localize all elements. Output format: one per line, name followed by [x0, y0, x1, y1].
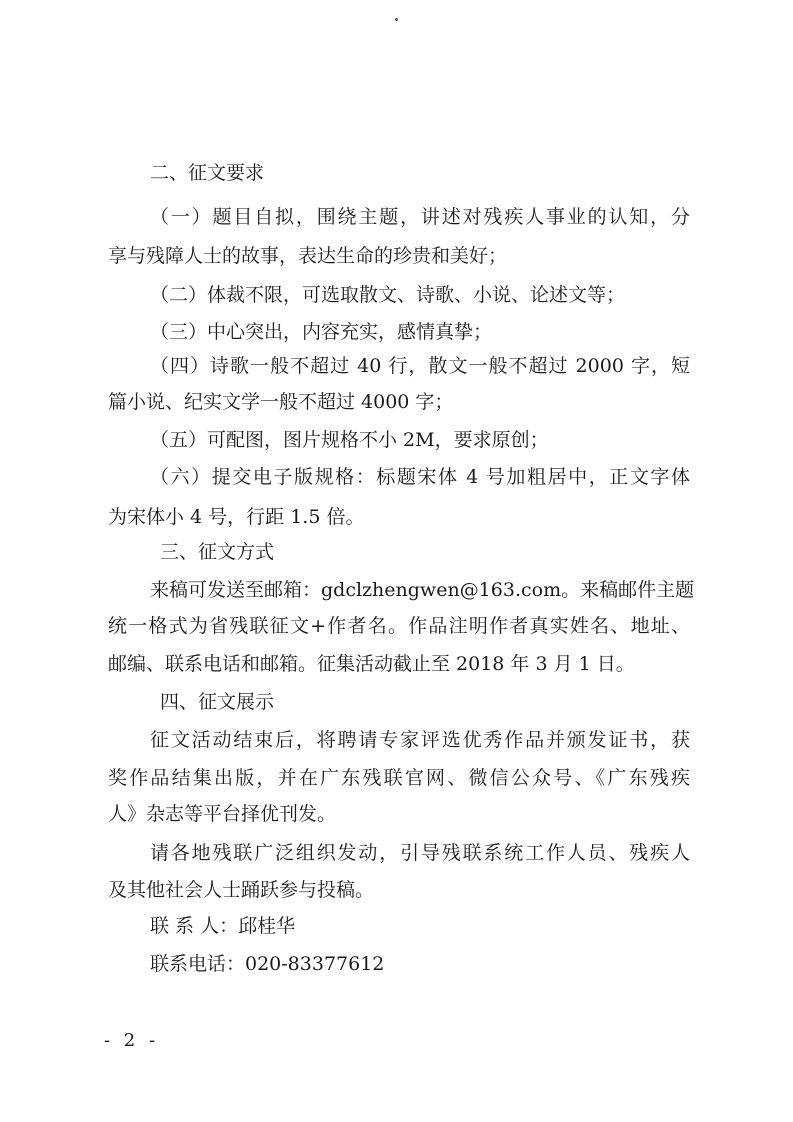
- paragraph-line: 请各地残联广泛组织发动，引导残联系统工作人员、残疾人: [150, 842, 690, 864]
- contact-person: 联 系 人：邱桂华: [150, 915, 296, 937]
- paragraph-line: （六）提交电子版规格：标题宋体 4 号加粗居中，正文字体: [150, 466, 690, 488]
- paragraph-line: 享与残障人士的故事，表达生命的珍贵和美好；: [108, 245, 508, 267]
- paragraph-line: 来稿可发送至邮箱：gdclzhengwen@163.com。来稿邮件主题: [150, 579, 695, 601]
- section-heading-requirements: 二、征文要求: [150, 162, 265, 184]
- paragraph-line: 篇小说、纪实文学一般不超过 4000 字；: [108, 391, 454, 413]
- page-number: - 2 -: [104, 1030, 160, 1051]
- paragraph-line: 人》杂志等平台择优刊发。: [108, 803, 337, 825]
- scan-speck: [395, 18, 398, 21]
- contact-phone: 联系电话：020-83377612: [150, 953, 385, 975]
- section-heading-method: 三、征文方式: [160, 541, 275, 563]
- paragraph-line: 统一格式为省残联征文+作者名。作品注明作者真实姓名、地址、: [108, 615, 690, 637]
- paragraph-line: 邮编、联系电话和邮箱。征集活动截止至 2018 年 3 月 1 日。: [108, 653, 635, 675]
- paragraph-line: （一）题目自拟，围绕主题，讲述对残疾人事业的认知，分: [150, 206, 690, 228]
- paragraph-line: 及其他社会人士踊跃参与投稿。: [108, 879, 375, 901]
- paragraph-line: （二）体裁不限，可选取散文、诗歌、小说、论述文等；: [150, 284, 626, 306]
- paragraph-line: 征文活动结束后，将聘请专家评选优秀作品并颁发证书，获: [150, 729, 690, 751]
- paragraph-line: 为宋体小 4 号，行距 1.5 倍。: [108, 506, 365, 528]
- paragraph-line: （五）可配图，图片规格不小 2M，要求原创；: [150, 429, 549, 451]
- paragraph-line: （三）中心突出，内容充实，感情真挚；: [150, 321, 493, 343]
- section-heading-display: 四、征文展示: [160, 691, 275, 713]
- paragraph-line: 奖作品结集出版，并在广东残联官网、微信公众号、《广东残疾: [108, 767, 690, 789]
- paragraph-line: （四）诗歌一般不超过 40 行，散文一般不超过 2000 字，短: [150, 355, 690, 377]
